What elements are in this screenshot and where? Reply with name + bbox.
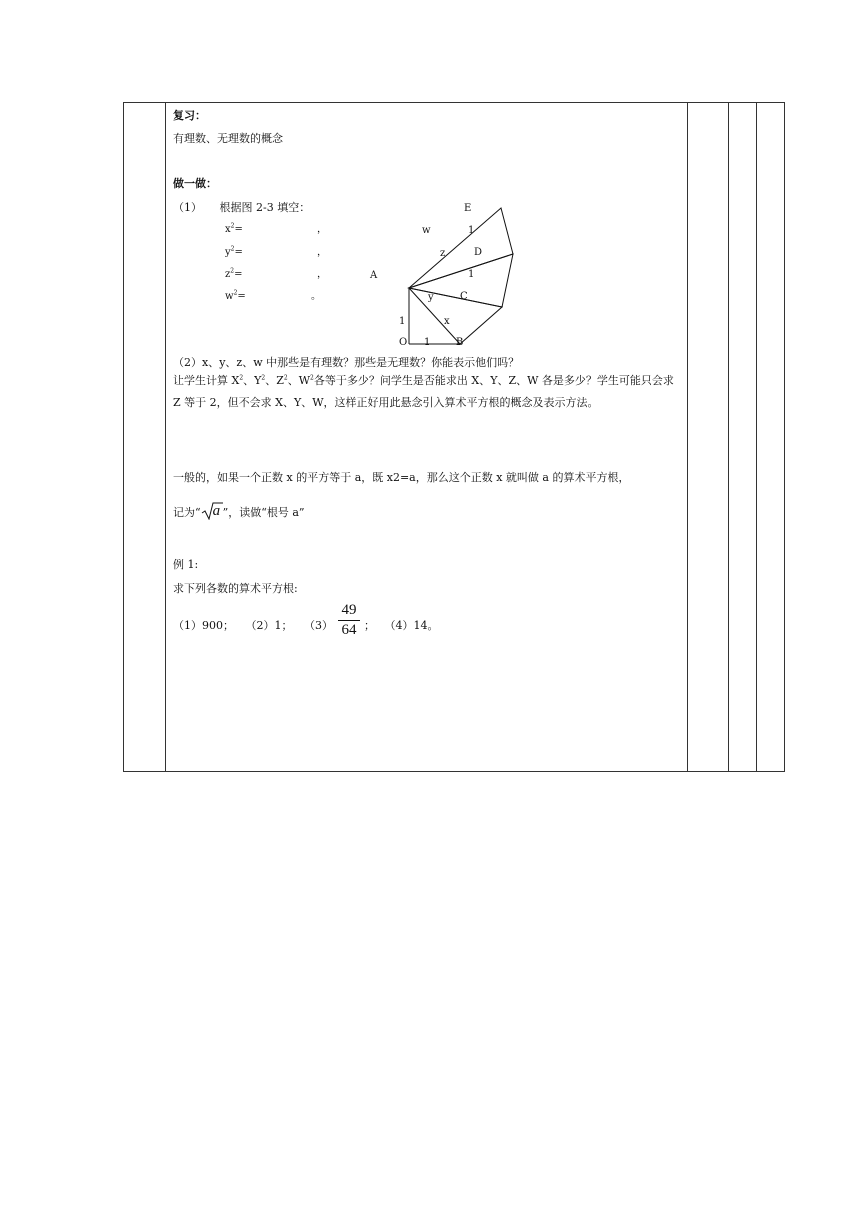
- example-item-2: （2）1；: [245, 619, 293, 632]
- label-C: C: [460, 291, 468, 302]
- equation-y2-comma: ，: [317, 247, 327, 258]
- example-item-3-label: （3）: [304, 619, 333, 632]
- label-A: A: [370, 270, 378, 281]
- label-x: x: [444, 316, 450, 327]
- table-column-divider: [165, 103, 166, 771]
- example-items: [173, 618, 439, 633]
- example-title: 例 1:: [173, 558, 199, 571]
- review-heading: 复习：: [173, 109, 206, 122]
- definition-line-1: 一般的，如果一个正数 x 的平方等于 a，既 x2=a，那么这个正数 x 就叫做 a 的算术平方根，: [173, 471, 630, 484]
- equation-z2: $z^2=$: [225, 267, 243, 280]
- question-1-text: 根据图 2-3 填空：: [219, 201, 311, 214]
- table-column-divider: [687, 103, 688, 771]
- label-O: O: [399, 337, 408, 348]
- sqrt-a-symbol: a: [201, 502, 223, 520]
- label-one-DC: 1: [468, 269, 475, 280]
- question-1: [173, 200, 310, 215]
- triangle-OCB: [409, 288, 502, 344]
- definition-line-2: 记为“ a ”，读做“根号 a”: [173, 503, 305, 519]
- equation-x2: $x^2=$: [225, 222, 243, 235]
- label-B: B: [456, 337, 464, 348]
- fraction-denominator: 64: [341, 622, 357, 638]
- label-E: E: [464, 203, 472, 214]
- table-column-divider: [756, 103, 757, 771]
- review-line: 有理数、无理数的概念: [173, 132, 283, 145]
- triangle-OED: [409, 208, 513, 288]
- question-2: （2）x、y、z、w 中那些是有理数？那些是无理数？你能表示他们吗？: [173, 356, 520, 369]
- equation-y2: $y^2=$: [225, 245, 243, 258]
- equation-w2-period: 。: [311, 291, 321, 302]
- fraction-49-64: [338, 602, 360, 639]
- example-item-3-tail: ；: [364, 619, 375, 632]
- right-triangle-spiral-figure: [360, 196, 560, 356]
- label-y: y: [428, 292, 434, 303]
- example-item-4: （4）14。: [384, 619, 439, 632]
- equation-x2-comma: ，: [317, 224, 327, 235]
- fraction-bar: [338, 620, 360, 621]
- example-prompt: 求下列各数的算术平方根:: [173, 582, 298, 595]
- question-1-number: （1）: [173, 201, 202, 214]
- fraction-numerator: 49: [341, 602, 357, 618]
- activity-heading: 做一做：: [173, 177, 217, 190]
- label-one-OB: 1: [424, 337, 431, 348]
- equation-z2-comma: ，: [317, 269, 327, 280]
- teaching-note: 让学生计算 $X^2$、$Y^2$、$Z^2$、$W^2$各等于多少？问学生是否能求出 X、Y、Z、W 各是多少？学生可能只会求 Z 等于 2，但不会求 X、Y、W，这样正好用此悬念引入算术平方根的概念及表示方法。: [173, 374, 674, 409]
- label-one-ED: 1: [468, 225, 475, 236]
- example-item-1: （1）900；: [173, 619, 234, 632]
- label-one-OA: 1: [399, 316, 406, 327]
- table-column-divider: [728, 103, 729, 771]
- label-w: w: [422, 225, 431, 236]
- label-D: D: [474, 247, 483, 258]
- equation-w2: $w^2=$: [225, 289, 246, 302]
- label-z: z: [440, 248, 446, 259]
